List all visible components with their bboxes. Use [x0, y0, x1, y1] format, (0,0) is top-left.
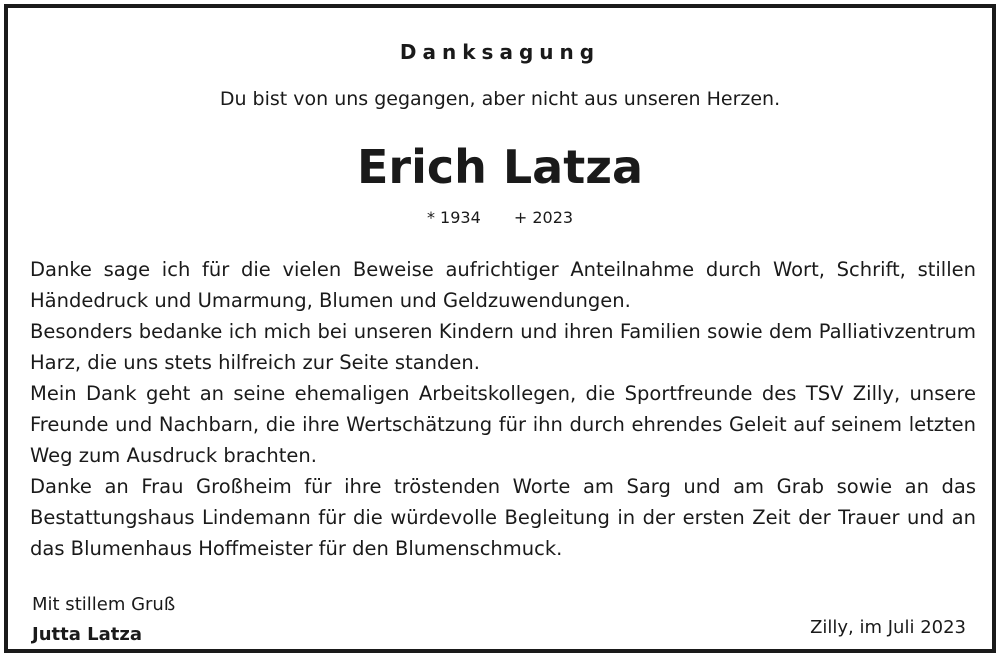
paragraph: Besonders bedanke ich mich bei unseren Kindern und ihren Familien sowie dem Palliativzentrum Harz, die uns stets hilfreich zur Seite standen. [30, 320, 976, 374]
closing [32, 590, 175, 650]
notice-frame [4, 4, 996, 653]
greeting-text: Mit stillem Gruß [32, 594, 176, 615]
notice-subtitle: Du bist von uns gegangen, aber nicht aus unseren Herzen. [219, 88, 781, 110]
paragraph: Danke sage ich für die vielen Beweise aufrichtiger Anteilnahme durch Wort, Schrift, stillen Händedruck und Umarmung, Blumen und Geldzuwendungen. [30, 258, 976, 312]
life-dates [8, 208, 992, 227]
place-date: Zilly, im Juli 2023 [810, 617, 966, 638]
birth-year: * 1934 [426, 208, 481, 227]
signer-name: Jutta Latza [32, 624, 142, 645]
thanks-body [30, 254, 976, 564]
paragraph: Danke an Frau Großheim für ihre tröstenden Worte am Sarg und am Grab sowie an das Bestattungshaus Lindemann für die würdevolle Begleitung in der ersten Zeit der Trauer und an das Blumenhaus Hoffmeister für den Blumenschmuck. [30, 475, 976, 560]
death-year: + 2023 [513, 208, 574, 227]
deceased-name: Erich Latza [356, 140, 644, 194]
notice-heading: Danksagung [399, 40, 601, 64]
paragraph: Mein Dank geht an seine ehemaligen Arbeitskollegen, die Sportfreunde des TSV Zilly, unsere Freunde und Nachbarn, die ihre Wertschätzung für ihn durch ehrendes Geleit auf seinem letzten Weg zum Ausdruck brachten. [30, 382, 976, 467]
